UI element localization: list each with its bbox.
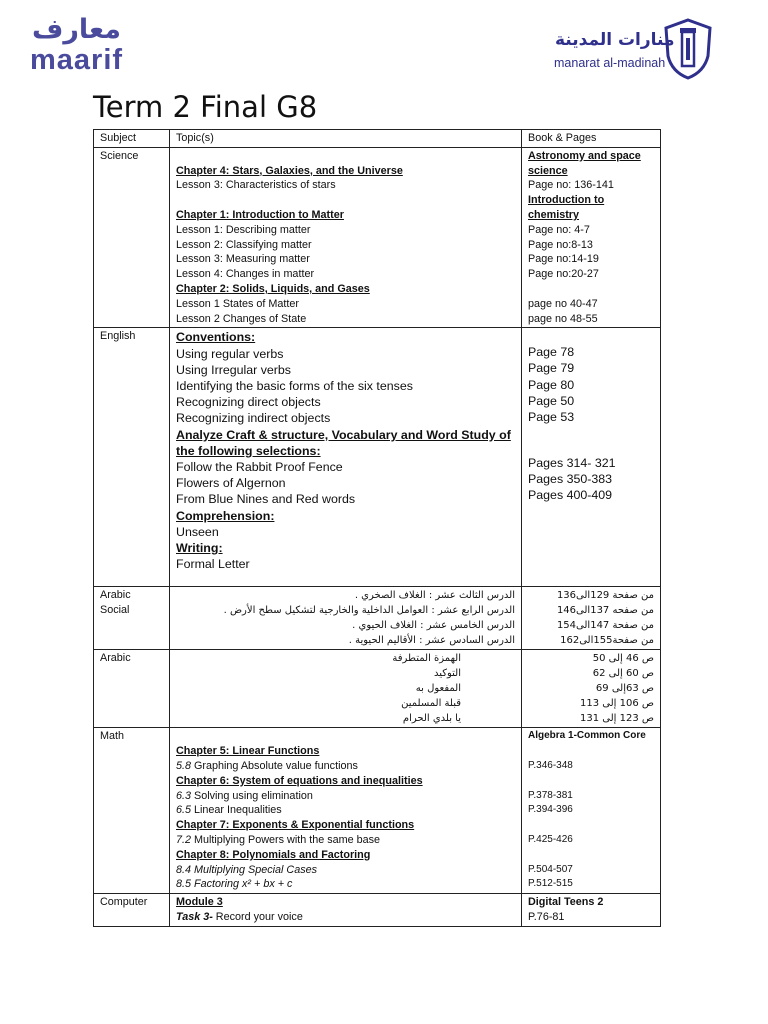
- science-books: [522, 147, 661, 328]
- arabic-line-item: ص 123 إلى 131: [580, 713, 654, 725]
- arabic-line-item: ص 63إلى 69: [595, 683, 654, 695]
- header-topics: Topic(s): [170, 130, 522, 148]
- line-item: P.512-515: [528, 878, 573, 890]
- line-item: Algebra 1-Common Core: [528, 730, 646, 742]
- line-item: [528, 329, 654, 344]
- computer-book-title: Digital Teens 2: [528, 896, 604, 909]
- section-number: 6.5: [176, 804, 192, 817]
- arabic-line-item: من صفحه 137الى146: [556, 605, 654, 617]
- line-item: Chapter 4: Stars, Galaxies, and the Universe: [176, 164, 403, 177]
- arabic-line-item: يا بلدي الحرام: [402, 713, 461, 725]
- science-row: [94, 147, 661, 328]
- math-line-item: 8.4 Multiplying Special Cases: [176, 863, 318, 876]
- maarif-logo: [28, 14, 148, 76]
- arabic-line-item: الهمزة المتطرفة: [392, 653, 461, 665]
- line-item: Identifying the basic forms of the six tenses: [176, 378, 413, 393]
- line-item: Comprehension:: [176, 508, 275, 523]
- arabic-line-item: التوكيد: [433, 668, 461, 680]
- line-item: Lesson 2 Changes of State: [176, 312, 307, 325]
- line-item: Astronomy and space science: [528, 149, 641, 177]
- math-line-item: [176, 803, 515, 818]
- page-title: Term 2 Final G8: [93, 90, 318, 124]
- line-item: P.346-348: [528, 760, 573, 771]
- subject-arabic-social: [94, 587, 170, 650]
- line-item: Page no:8-13: [528, 238, 593, 251]
- line-item: page no 48-55: [528, 312, 598, 325]
- section-number: 7.2: [176, 833, 192, 846]
- arabic-line-item: الدرس السادس عشر : الأقاليم الحيوية .: [348, 635, 515, 647]
- line-item: [528, 818, 654, 833]
- line-item: Using regular verbs: [176, 346, 284, 361]
- math-line-item: Chapter 6: System of equations and inequalities: [176, 774, 423, 787]
- line-item: From Blue Nines and Red words: [176, 492, 356, 507]
- manarat-logo: [550, 18, 720, 80]
- arabic-social-books: [522, 587, 661, 650]
- line-item: Lesson 2: Classifying matter: [176, 238, 312, 251]
- table-header-row: [94, 130, 661, 148]
- computer-task-label: Task 3-: [176, 910, 213, 923]
- line-item: Page no: 4-7: [528, 223, 590, 236]
- subject-computer: Computer: [94, 894, 170, 927]
- section-title: Graphing Absolute value functions: [191, 760, 358, 772]
- subject-arabic: Arabic: [94, 650, 170, 728]
- arabic-line-item: قبلة المسلمين: [401, 698, 461, 710]
- computer-topics: [170, 894, 522, 927]
- line-item: Lesson 3: Characteristics of stars: [176, 179, 336, 192]
- arabic-line-item: الدرس الثالث عشر : الغلاف الصخري .: [354, 590, 515, 602]
- math-line-item: Chapter 8: Polynomials and Factoring: [176, 848, 371, 861]
- math-line-item: [176, 759, 515, 774]
- math-line-item: Chapter 5: Linear Functions: [176, 745, 320, 758]
- line-item: Pages 350-383: [528, 471, 613, 486]
- computer-task-text: Record your voice: [212, 910, 303, 923]
- line-item: Introduction to chemistry: [528, 194, 605, 221]
- arabic-line-item: الدرس الرابع عشر : العوامل الداخلية والخارجية لتشكيل سطح الأرض .: [223, 605, 515, 617]
- line-item: [528, 848, 654, 863]
- science-topics: [170, 147, 522, 328]
- math-line-item: [176, 729, 515, 744]
- line-item: Using Irregular verbs: [176, 362, 292, 377]
- line-item: Lesson 1: Describing matter: [176, 223, 311, 236]
- math-line-item: [176, 789, 515, 804]
- computer-books: [522, 894, 661, 927]
- arabic-line-item: ص 106 إلى 113: [580, 698, 654, 710]
- maarif-logo-arabic: معارف: [32, 14, 122, 45]
- shield-icon: [662, 18, 714, 80]
- subject-arabic-social-line-1: Arabic: [100, 589, 131, 602]
- arabic-topics: [170, 650, 522, 728]
- line-item: Page 78: [528, 345, 575, 360]
- arabic-row: [94, 650, 661, 728]
- section-title: Multiplying Powers with the same base: [191, 833, 381, 846]
- english-topics: [170, 328, 522, 587]
- subject-arabic-social-line-2: Social: [100, 604, 130, 617]
- maarif-logo-english: maarif: [30, 44, 124, 76]
- line-item: P.504-507: [528, 863, 573, 875]
- line-item: [528, 440, 654, 455]
- math-books: [522, 728, 661, 894]
- manarat-logo-arabic: منارات المدينة: [555, 30, 675, 50]
- section-number: 6.3: [176, 789, 192, 802]
- exam-schedule-table: [93, 129, 661, 927]
- header-subject: Subject: [94, 130, 170, 148]
- computer-module: Module 3: [176, 896, 223, 909]
- arabic-social-row: [94, 587, 661, 650]
- math-row: [94, 728, 661, 894]
- line-item: P.394-396: [528, 804, 573, 816]
- line-item: Formal Letter: [176, 557, 250, 572]
- line-item: Unseen: [176, 524, 219, 539]
- section-title: Linear Inequalities: [191, 804, 282, 817]
- arabic-social-topics: [170, 587, 522, 650]
- line-item: Page 50: [528, 393, 575, 408]
- math-topics: [170, 728, 522, 894]
- line-item: Lesson 4: Changes in matter: [176, 268, 315, 281]
- english-books: [522, 328, 661, 587]
- line-item: Pages 400-409: [528, 488, 613, 503]
- manarat-logo-english: manarat al-madinah: [554, 56, 666, 70]
- line-item: [528, 744, 654, 759]
- arabic-line-item: من صفحة155الى162: [560, 635, 654, 647]
- arabic-line-item: ص 46 إلى 50: [592, 653, 654, 665]
- arabic-line-item: ص 60 إلى 62: [592, 668, 654, 680]
- arabic-line-item: من صفحة 129الى136: [556, 590, 654, 602]
- subject-math: Math: [94, 728, 170, 894]
- arabic-books: [522, 650, 661, 728]
- line-item: Page no:14-19: [528, 253, 599, 266]
- computer-task: [176, 910, 515, 925]
- line-item: Flowers of Algernon: [176, 476, 286, 491]
- section-number: 5.8: [176, 760, 192, 772]
- line-item: Page no:20-27: [528, 268, 599, 281]
- line-item: [528, 774, 654, 789]
- line-item: Chapter 1: Introduction to Matter: [176, 208, 344, 221]
- line-item: [528, 425, 654, 440]
- line-item: Pages 314- 321: [528, 455, 616, 470]
- line-item: [528, 282, 654, 297]
- section-title: Solving using elimination: [191, 789, 313, 802]
- math-line-item: Chapter 7: Exponents & Exponential functions: [176, 819, 415, 832]
- english-row: [94, 328, 661, 587]
- line-item: Recognizing direct objects: [176, 395, 321, 410]
- subject-english: English: [94, 328, 170, 587]
- computer-row: [94, 894, 661, 927]
- line-item: Analyze Craft & structure, Vocabulary and Word Study of the following selections:: [176, 427, 511, 458]
- line-item: Writing:: [176, 541, 223, 555]
- header-book-pages: Book & Pages: [522, 130, 661, 148]
- line-item: [176, 149, 515, 164]
- line-item: Recognizing indirect objects: [176, 411, 331, 426]
- line-item: Conventions:: [176, 330, 256, 345]
- arabic-line-item: المفعول به: [415, 683, 461, 695]
- line-item: Chapter 2: Solids, Liquids, and Gases: [176, 282, 370, 295]
- line-item: Page 53: [528, 409, 575, 424]
- subject-science: Science: [94, 147, 170, 328]
- line-item: Follow the Rabbit Proof Fence: [176, 459, 343, 474]
- line-item: [176, 193, 515, 208]
- computer-pages: P.76-81: [528, 910, 565, 923]
- arabic-line-item: من صفحة 147الى154: [556, 620, 654, 632]
- line-item: P.378-381: [528, 789, 573, 801]
- line-item: Lesson 3: Measuring matter: [176, 253, 310, 266]
- arabic-line-item: الدرس الخامس عشر : الغلاف الحيوي .: [352, 620, 515, 632]
- math-line-item: [176, 833, 515, 848]
- line-item: page no 40-47: [528, 297, 598, 310]
- line-item: P.425-426: [528, 833, 573, 845]
- line-item: Lesson 1 States of Matter: [176, 297, 300, 310]
- line-item: Page 79: [528, 361, 575, 376]
- math-line-item: 8.5 Factoring x² + bx + c: [176, 878, 293, 891]
- line-item: Page 80: [528, 377, 575, 392]
- line-item: Page no: 136-141: [528, 179, 614, 192]
